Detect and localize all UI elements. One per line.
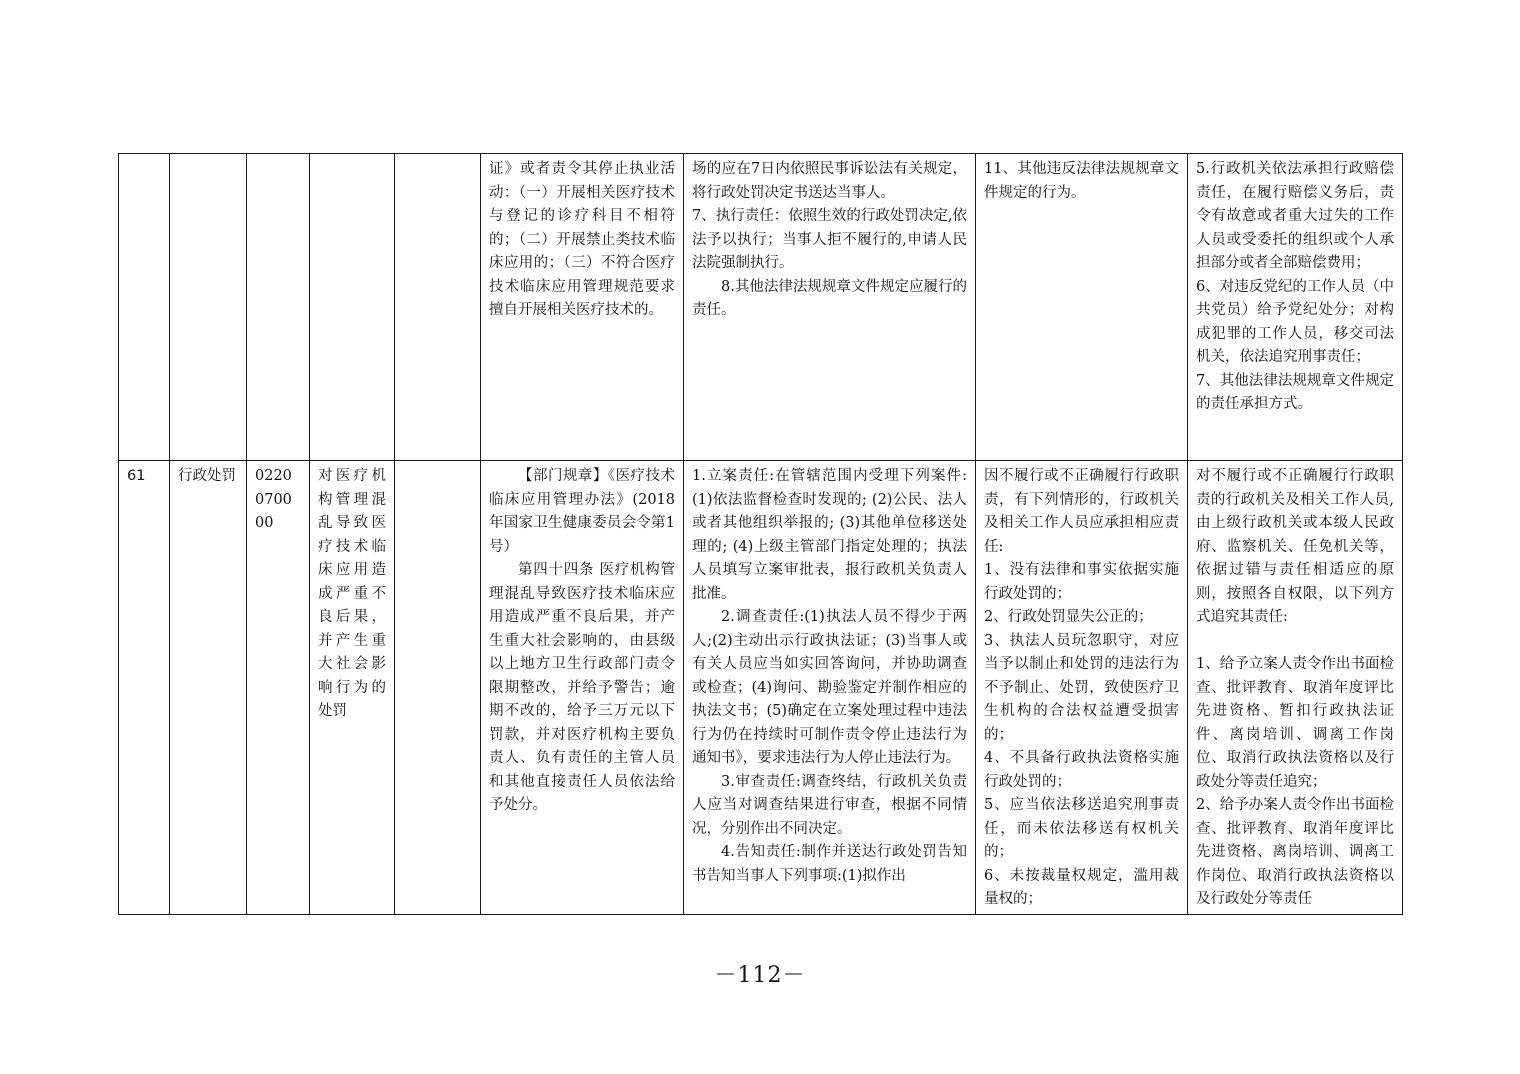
step-paragraph: 4.告知责任:制作并送达行政处罚告知书告知当事人下列事项:(1)拟作出 [692, 844, 967, 884]
step-paragraph: 2.调查责任:(1)执法人员不得少于两人;(2)主动出示行政执法证；(3)当事人或有关人员应当如实回答询问，并协助调查或检查；(4)询问、勘验鉴定并制作相应的执法文书；(5)确定在立案处理过程中违法行为仍在持续时可制作责令停止违法行为通知书》，要求违法行为人停止违法行为。 [692, 609, 967, 766]
cell-liability [1188, 461, 1403, 915]
cell-item-name [310, 154, 395, 461]
cell-steps [684, 154, 976, 461]
accountability-paragraph: 因不履行或不正确履行行政职责，有下列情形的，行政机关及相关工作人员应承担相应责任: [984, 468, 1179, 555]
liability-paragraph: 2、给予办案人责令作出书面检查、批评教育、取消年度评比先进资格、离岗培训、调离工作岗位、取消行政执法资格以及行政处分等责任 [1196, 797, 1394, 907]
table-row-61 [119, 461, 1403, 915]
cell-basis [481, 461, 684, 915]
basis-paragraph: 第四十四条 医疗机构管理混乱导致医疗技术临床应用造成严重不良后果，并产生重大社会影响的，由县级以上地方卫生行政部门责令限期整改，并给予警告；逾期不改的，给予三万元以下罚款，并对医疗机构主要负责人、负有责任的主管人员和其他直接责任人员依法给予处分。 [489, 562, 675, 813]
step-paragraph: 场的应在7日内依照民事诉讼法有关规定，将行政处罚决定书送达当事人。 [692, 161, 967, 201]
step-paragraph: 7、执行责任：依照生效的行政处罚决定,依法予以执行；当事人拒不履行的,申请人民法院强制执行。 [692, 208, 967, 271]
cell-seq [119, 154, 170, 461]
cell-basis [481, 154, 684, 461]
cell-code [247, 154, 310, 461]
cell-category [170, 154, 247, 461]
cell-sub-item [395, 461, 481, 915]
cell-accountability [976, 154, 1188, 461]
page-number: －112－ [714, 963, 806, 988]
step-paragraph: 8.其他法律法规规章文件规定应履行的责任。 [692, 278, 967, 318]
cell-steps [684, 461, 976, 915]
accountability-paragraph: 11、其他违反法律法规规章文件规定的行为。 [984, 161, 1179, 201]
liability-spacer [1196, 630, 1394, 654]
accountability-paragraph: 1、没有法律和事实依据实施行政处罚的； [984, 562, 1179, 602]
cell-category: 行政处罚 [170, 461, 247, 915]
cell-code: 0220070000 [247, 461, 310, 915]
responsibility-table [118, 153, 1403, 915]
liability-paragraph: 6、对违反党纪的工作人员（中共党员）给予党纪处分；对构成犯罪的工作人员，移交司法机关，依法追究刑事责任； [1196, 278, 1394, 365]
basis-text: 证》或者责令其停止执业活动：（一）开展相关医疗技术与登记的诊疗科目不相符的；（二）开展禁止类技术临床应用的；（三）不符合医疗技术临床应用管理规范要求擅自开展相关医疗技术的。 [489, 161, 675, 318]
accountability-paragraph: 5、应当依法移送追究刑事责任，而未依法移送有权机关的； [984, 797, 1179, 860]
cell-liability [1188, 154, 1403, 461]
step-paragraph: 1.立案责任:在管辖范围内受理下列案件:(1)依法监督检查时发现的; (2)公民、法人或者其他组织举报的; (3)其他单位移送处理的; (4)上级主管部门指定处理的；执法人员填写立案审批表，报行政机关负责人批准。 [692, 468, 967, 602]
cell-seq: 61 [119, 461, 170, 915]
liability-paragraph: 7、其他法律法规规章文件规定的责任承担方式。 [1196, 372, 1394, 412]
basis-paragraph: 【部门规章】《医疗技术临床应用管理办法》(2018年国家卫生健康委员会令第1号） [489, 468, 675, 555]
step-paragraph: 3.审查责任:调查终结，行政机关负责人应当对调查结果进行审查，根据不同情况，分别作出不同决定。 [692, 773, 967, 837]
cell-item-name: 对医疗机构管理混乱导致医疗技术临床应用造成严重不良后果，并产生重大社会影响行为的处罚 [310, 461, 395, 915]
accountability-paragraph: 6、未按裁量权规定，滥用裁量权的； [984, 867, 1179, 907]
table-row-continued [119, 154, 1403, 461]
accountability-paragraph: 2、行政处罚显失公正的； [984, 609, 1153, 625]
cell-sub-item [395, 154, 481, 461]
accountability-paragraph: 3、执法人员玩忽职守，对应当予以制止和处罚的违法行为不予制止、处罚，致使医疗卫生机构的合法权益遭受损害的； [984, 632, 1179, 743]
accountability-paragraph: 4、不具备行政执法资格实施行政处罚的； [984, 750, 1179, 790]
liability-paragraph: 1、给予立案人责令作出书面检查、批评教育、取消年度评比先进资格、暂扣行政执法证件、离岗培训、调离工作岗位、取消行政执法资格以及行政处分等责任追究； [1196, 656, 1394, 790]
cell-accountability [976, 461, 1188, 915]
liability-paragraph: 5.行政机关依法承担行政赔偿责任，在履行赔偿义务后，责令有故意或者重大过失的工作人员或受委托的组织或个人承担部分或者全部赔偿费用； [1196, 161, 1394, 271]
liability-paragraph: 对不履行或不正确履行行政职责的行政机关及相关工作人员,由上级行政机关或本级人民政府、监察机关、任免机关等，依据过错与责任相适应的原则，按照各自权限，以下列方式追究其责任: [1196, 468, 1394, 625]
